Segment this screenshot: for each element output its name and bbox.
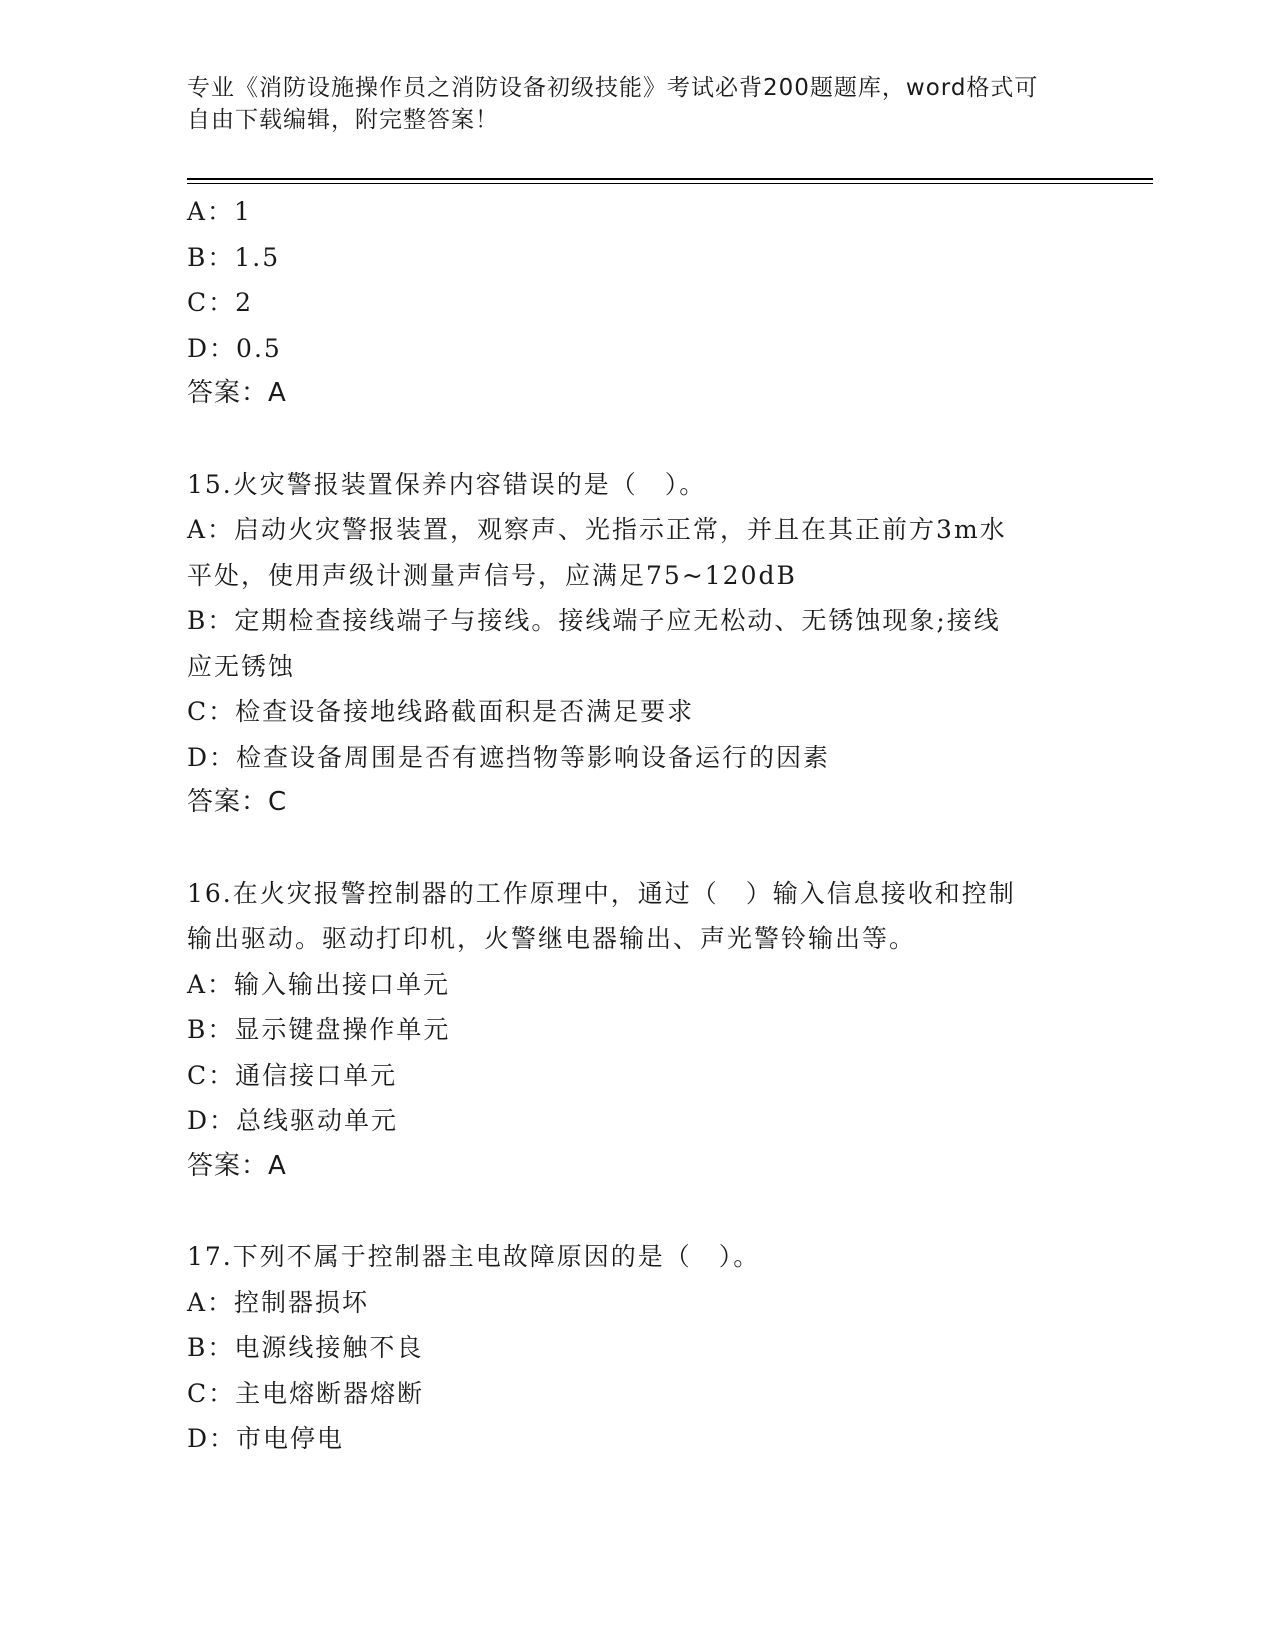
option-d: D：市电停电 bbox=[187, 1424, 345, 1453]
question-17 bbox=[187, 1234, 1067, 1462]
spacer bbox=[187, 826, 1067, 871]
header-rule-bottom bbox=[187, 183, 1153, 184]
question-16 bbox=[187, 871, 1067, 1190]
spacer bbox=[187, 1189, 1067, 1234]
answer: 答案：A bbox=[187, 378, 287, 408]
option-b: B：1.5 bbox=[187, 242, 281, 272]
option-c: C：主电熔断器熔断 bbox=[187, 1378, 425, 1408]
option-d: D：总线驱动单元 bbox=[187, 1106, 399, 1135]
question-stem: 16.在火灾报警控制器的工作原理中，通过（ ）输入信息接收和控制 bbox=[187, 878, 1016, 908]
header-rule-top bbox=[187, 178, 1153, 180]
answer: 答案：C bbox=[187, 787, 288, 817]
question-stem: 15.火灾警报装置保养内容错误的是（ ）。 bbox=[187, 469, 707, 499]
option-b: B：电源线接触不良 bbox=[187, 1333, 424, 1362]
option-c: C：检查设备接地线路截面积是否满足要求 bbox=[187, 697, 695, 726]
option-c: C：2 bbox=[187, 288, 254, 317]
question-stem-continued: 输出驱动。驱动打印机，火警继电器输出、声光警铃输出等。 bbox=[187, 924, 917, 953]
option-b: B：定期检查接线端子与接线。接线端子应无松动、无锈蚀现象;接线 bbox=[187, 606, 1001, 635]
option-b: B：显示键盘操作单元 bbox=[187, 1015, 451, 1044]
option-a: A：启动火灾警报装置，观察声、光指示正常，并且在其正前方3m水 bbox=[187, 515, 1007, 544]
question-list bbox=[187, 189, 1067, 1462]
option-a: A：控制器损坏 bbox=[187, 1287, 370, 1317]
option-a: A：1 bbox=[187, 197, 252, 226]
option-a: A：输入输出接口单元 bbox=[187, 969, 451, 999]
option-d: D：检查设备周围是否有遮挡物等影响设备运行的因素 bbox=[187, 742, 831, 772]
question-14 bbox=[187, 189, 1067, 417]
question-15 bbox=[187, 462, 1067, 826]
document-header bbox=[187, 72, 1067, 136]
header-line-2: 自由下载编辑，附完整答案！ bbox=[187, 107, 499, 133]
answer: 答案：A bbox=[187, 1150, 287, 1181]
spacer bbox=[187, 417, 1067, 462]
option-b-continued: 应无锈蚀 bbox=[187, 651, 296, 681]
question-stem: 17.下列不属于控制器主电故障原因的是（ ）。 bbox=[187, 1242, 761, 1271]
header-line-1: 专业《消防设施操作员之消防设备初级技能》考试必背200题题库，word格式可 bbox=[187, 75, 1039, 101]
option-a-continued: 平处，使用声级计测量声信号，应满足75~120dB bbox=[187, 560, 797, 590]
option-d: D：0.5 bbox=[187, 333, 282, 363]
option-c: C：通信接口单元 bbox=[187, 1060, 398, 1090]
